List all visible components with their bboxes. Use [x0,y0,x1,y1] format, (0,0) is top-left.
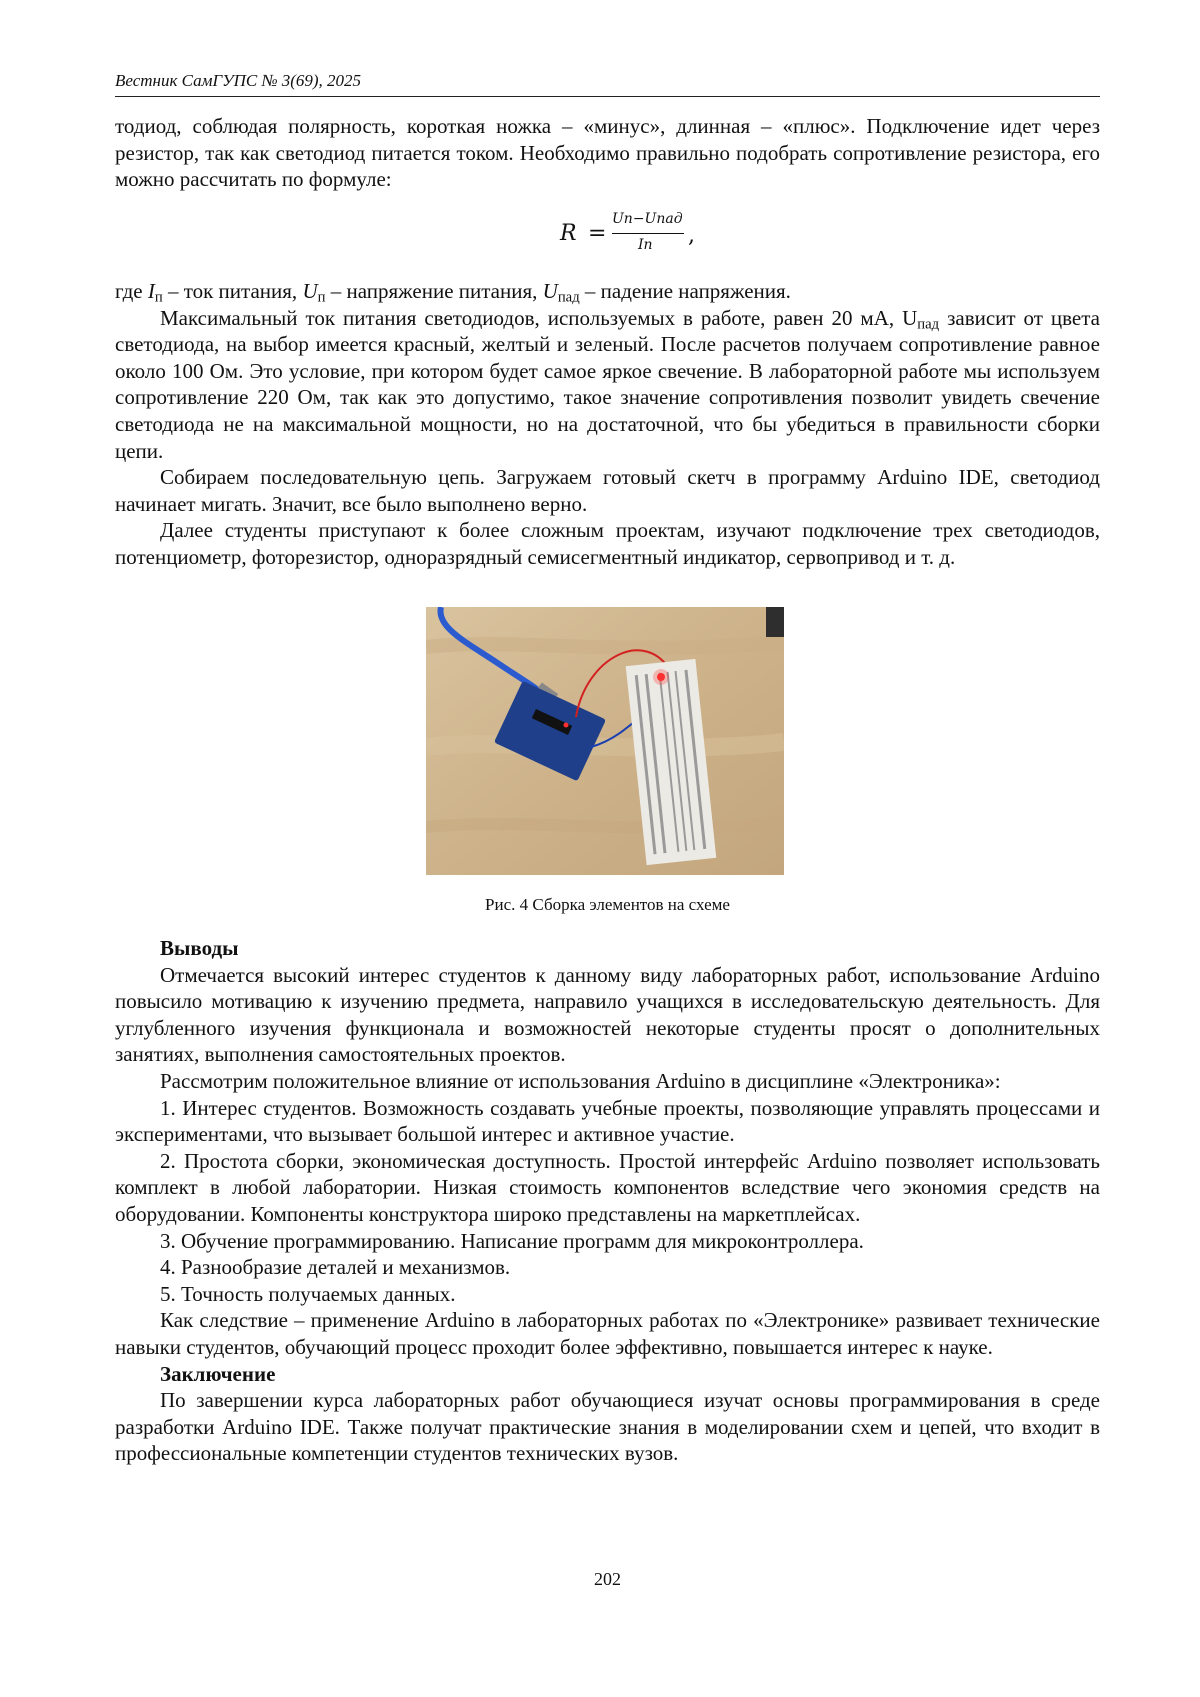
formula-legend [115,278,1100,305]
list-item: 4. Разнообразие деталей и механизмов. [160,1255,511,1280]
list-item: 2. Простота сборки, экономическая доступность. Простой интерфейс Arduino позволяет использовать комплект в любой лаборатории. Низкая стоимость компонентов вследствие чего экономия средств на оборудовании. Компоненты конструктора широко представлены на маркетплейсах. [115,1148,1100,1226]
final-paragraph: По завершении курса лабораторных работ обучающиеся изучат основы программирования в среде разработки Arduino IDE. Также получат практические знания в моделировании схем и цепей, что входит в профессиональные компетенции студентов технических вузов. [115,1388,1100,1466]
intro-paragraph: тодиод, соблюдая полярность, короткая ножка – «минус», длинная – «плюс». Подключение идет через резистор, так как светодиод питается током. Необходимо правильно подобрать сопротивление резистора, его можно рассчитать по формуле: [115,114,1100,192]
formula-equals: = [588,221,607,246]
legend-i: I [147,279,155,303]
arduino-breadboard-photo [426,607,784,875]
paragraph-assemble: Собираем последовательную цепь. Загружаем готовый скетч в программу Arduino IDE, светодиод начинает мигать. Значит, все было выполнено верно. [115,465,1100,516]
conclusions-paragraph-1: Отмечается высокий интерес студентов к данному виду лабораторных работ, использование Arduino повысило мотивацию к изучению предмета, направило учащихся в исследовательскую деятельность. Для углубленного изучения функционала и возможностей некоторые студенты просят о дополнительных занятиях, выполнения самостоятельных проектов. [115,962,1100,1067]
paragraph-next-projects: Далее студенты приступают к более сложным проектам, изучают подключение трех светодиодов, потенциометр, фоторезистор, одноразрядный семисегментный индикатор, сервопривод и т. д. [115,518,1100,569]
max-current-text-rest: зависит от цвета светодиода, на выбор имеется красный, желтый и зеленый. После расчетов получаем сопротивление равное около 100 Ом. Это условие, при котором будет самое яркое свечение. В лабораторной работе мы используем сопротивление 220 Ом, так как это допустимо, такое значение сопротивления позволит увидеть свечение светодиода не на максимальной мощности, но на достаточной, что бы убедиться в правильности сборки цепи. [115,305,1101,463]
header-rule [115,96,1100,97]
legend-u-sub: п [317,289,326,306]
legend-text: – ток питания, [162,279,303,303]
formula-denominator: Iп [638,237,653,253]
conclusions-section [115,935,1100,1467]
conclusions-paragraph-2: Рассмотрим положительное влияние от использования Arduino в дисциплине «Электроника»: [160,1068,1001,1093]
list-item: 3. Обучение программированию. Написание программ для микроконтроллера. [160,1228,864,1253]
formula-numerator: Uп−Uпад [612,211,683,227]
journal-header: Вестник СамГУПС № 3(69), 2025 [115,71,362,90]
max-current-text: Максимальный ток питания светодиодов, используемых в работе, равен 20 мА, U [160,305,918,330]
page-number: 202 [594,1569,621,1589]
conclusions-paragraph-3: Как следствие – применение Arduino в лабораторных работах по «Электронике» развивает технические навыки студентов, обучающий процесс проходит более эффективно, повышается интерес к науке. [115,1308,1100,1359]
legend-text: – падение напряжения. [579,279,791,303]
legend-i-sub: п [154,289,163,306]
dark-object [766,607,784,637]
legend-u: U [302,279,318,303]
board-led [564,723,569,728]
legend-text: – напряжение питания, [325,279,543,303]
formula-comma: , [688,223,695,248]
final-heading: Заключение [160,1361,276,1386]
photo-illustration [426,607,784,875]
max-current-sub: пад [917,316,940,333]
conclusions-heading: Выводы [160,936,239,960]
legend-text: где [115,279,148,303]
legend-ud: U [542,279,558,303]
intro-text [115,113,1100,193]
list-item: 5. Точность получаемых данных. [160,1281,456,1306]
legend-ud-sub: пад [557,289,580,306]
formula-fraction-bar [612,233,684,234]
paragraph-max-current [115,305,1100,465]
figure-caption: Рис. 4 Сборка элементов на схеме [485,895,730,914]
main-text [115,278,1100,571]
formula-lhs: R [560,221,577,246]
list-item: 1. Интерес студентов. Возможность создавать учебные проекты, позволяющие управлять процессами и экспериментами, что вызывает большой интерес и активное участие. [115,1095,1100,1147]
